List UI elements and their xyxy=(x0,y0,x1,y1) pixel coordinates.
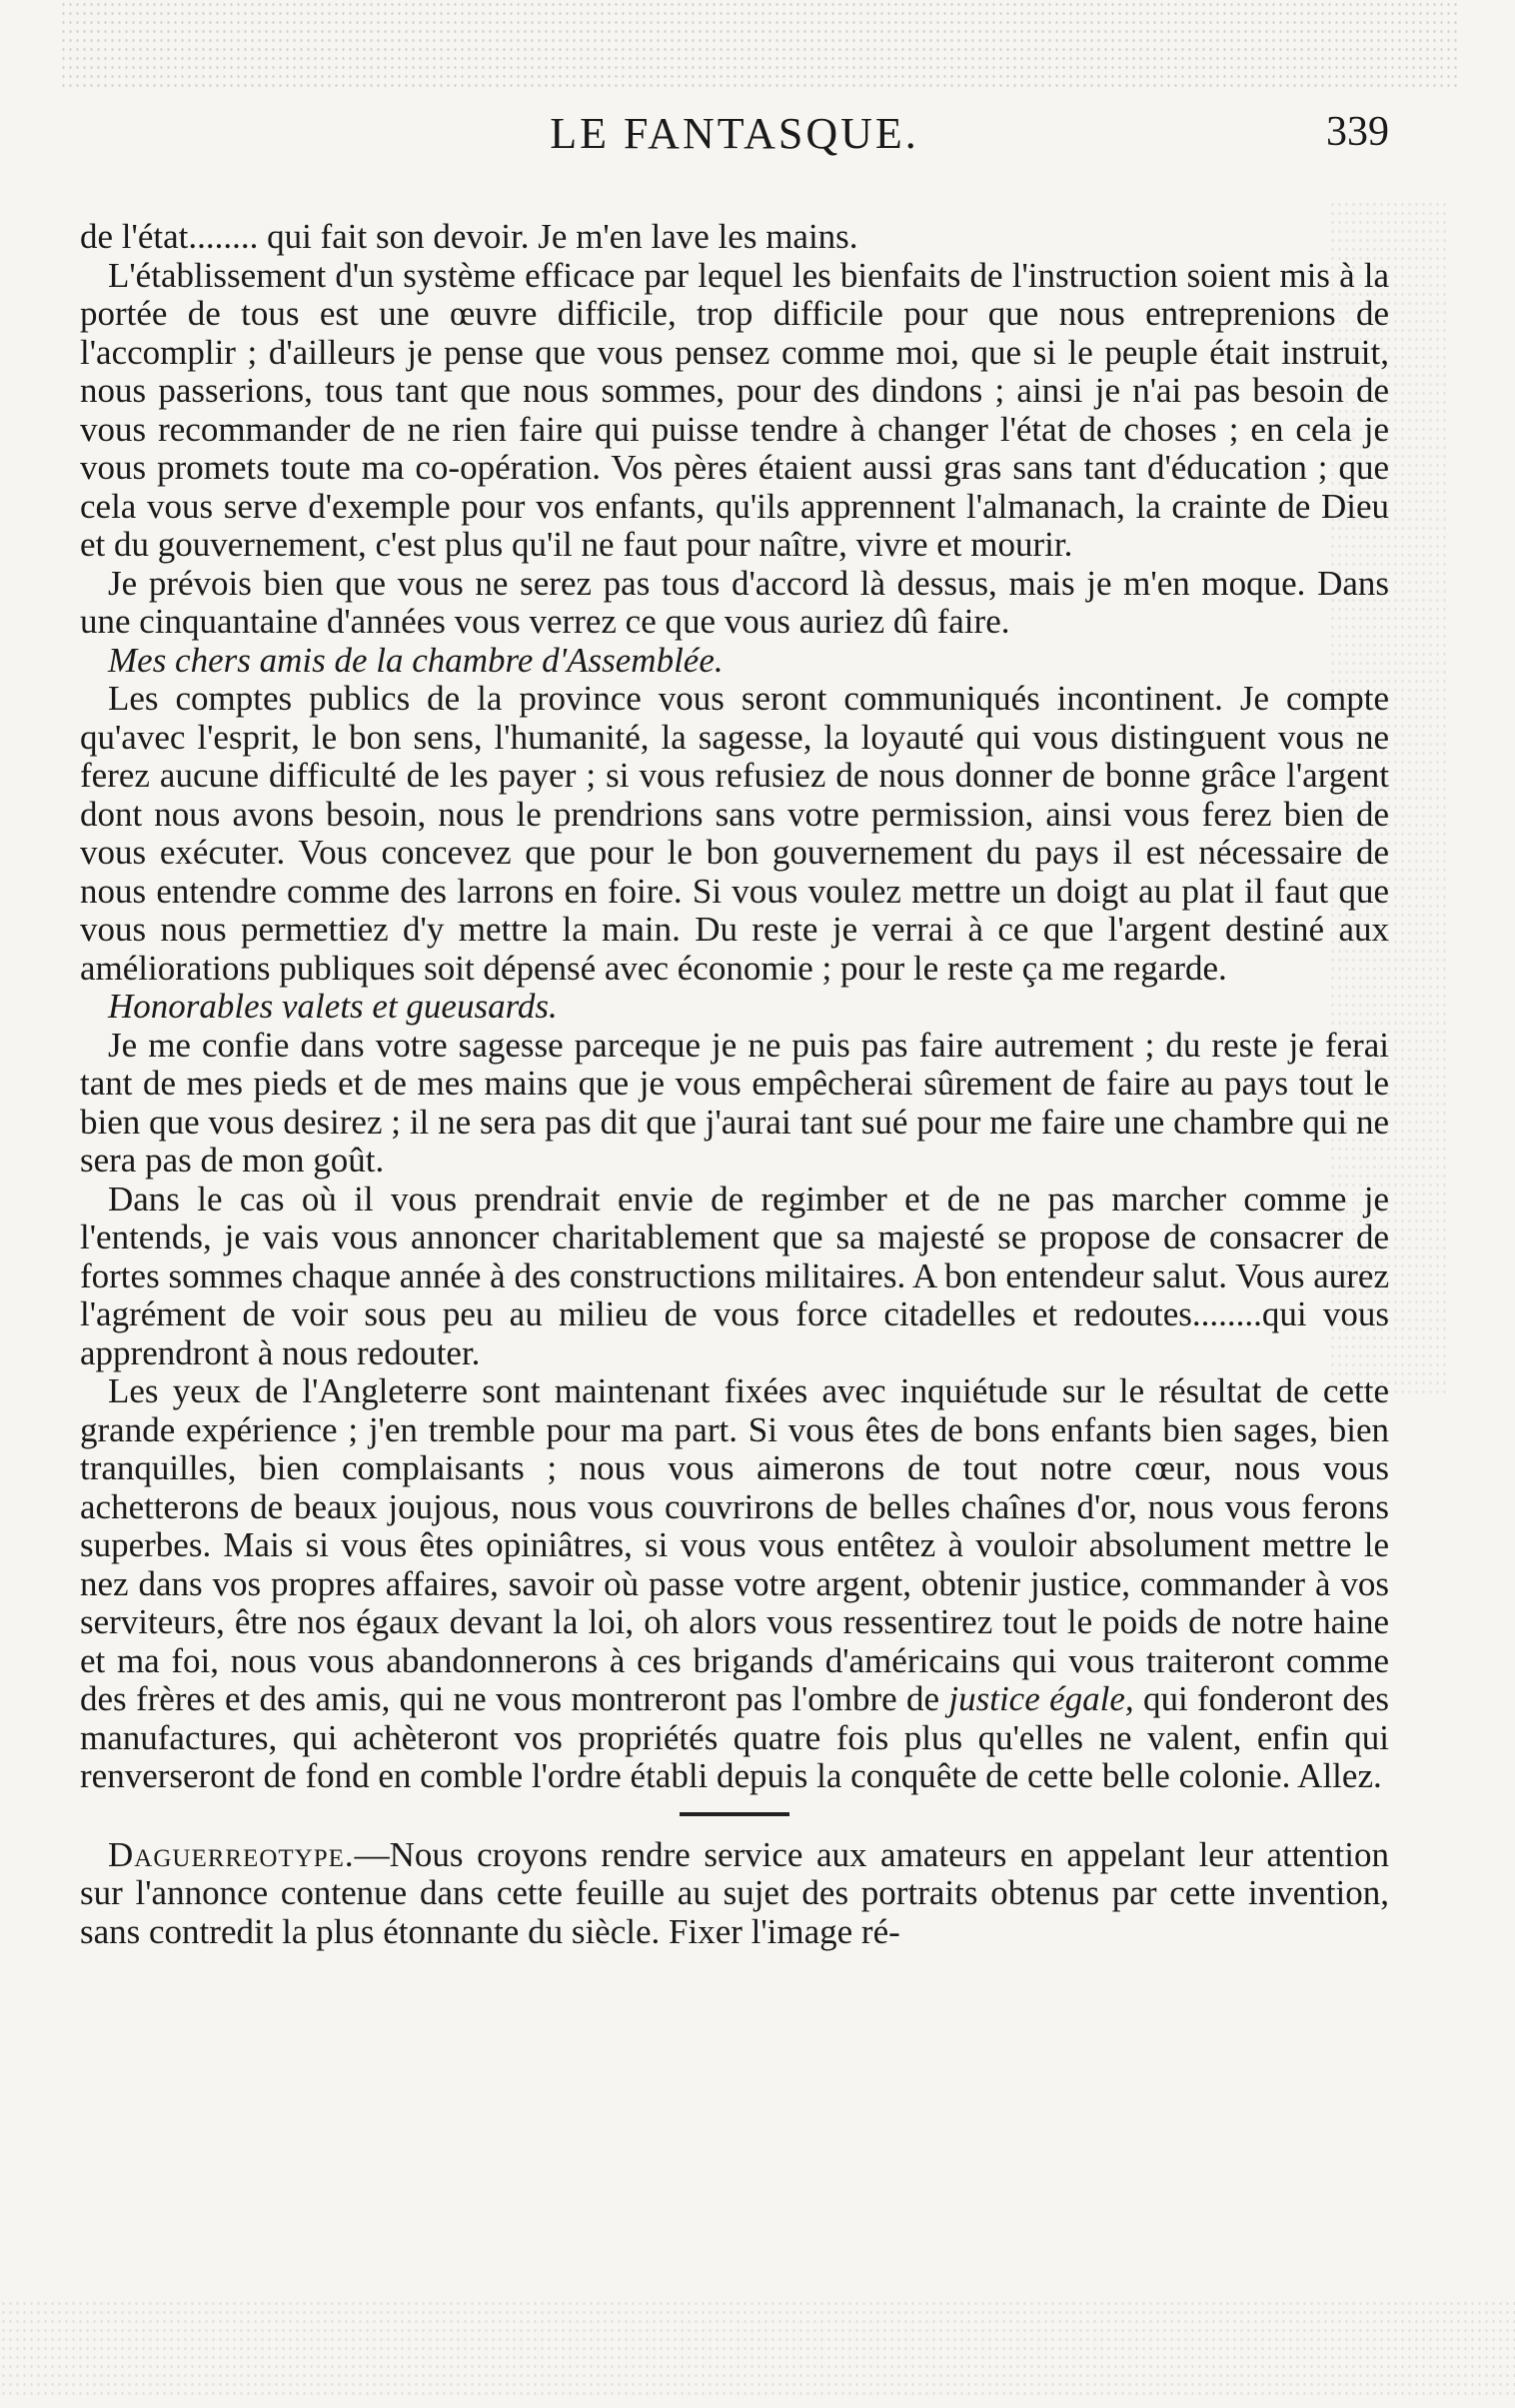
daguerreotype-text: —Nous croyons rendre service aux amateurs en appelant leur attention sur l'annonce contenue dans cette feuille au sujet des portraits obtenus par cette invention, sans contredit la plus étonnante du siècle. Fixer l'image ré- xyxy=(80,1834,1389,1951)
paragraph-continuation: de l'état........ qui fait son devoir. Je m'en lave les mains. xyxy=(80,217,858,256)
paragraph-england xyxy=(80,1372,1389,1796)
justice-egale-emphasis: justice égale, xyxy=(948,1679,1134,1718)
paragraph-prediction: Je prévois bien que vous ne serez pas tous d'accord là dessus, mais je m'en moque. Dans une cinquantaine d'années vous verrez ce que vous auriez dû faire. xyxy=(80,563,1389,641)
paragraph-wisdom: Je me confie dans votre sagesse parceque je ne puis pas faire autrement ; du reste je ferai tant de mes pieds et de mes mains que je vous empêcherai sûrement de faire au pays tout le bien que vous desirez ; il ne sera pas dit que j'aurai tant sué pour me faire une chambre qui ne sera pas de mon goût. xyxy=(80,1025,1389,1180)
address-valets: Honorables valets et gueusards. xyxy=(108,987,558,1026)
page-number: 339 xyxy=(1326,109,1389,155)
paragraph-england-text: Les yeux de l'Angleterre sont maintenant fixées avec inquiétude sur le résultat de cette grande expérience ; j'en tremble pour ma part. Si vous êtes de bons enfants bien sages, bien tranquilles, bien complaisants ; nous vous aimerons de tout notre cœur, nous vous achetterons de beaux joujous, nous vous couvrirons de belles chaînes d'or, nous vous ferons superbes. Mais si vous êtes opiniâtres, si vous vous entêtez à vouloir absolument mettre le nez dans vos propres affaires, savoir où passe votre argent, obtenir justice, commander à vos serviteurs, être nos égaux devant la loi, oh alors vous ressentirez tout le poids de notre haine et ma foi, nous vous abandonnerons à ces brigands d'américains qui vous traiteront comme des frères et des amis, qui ne vous montreront pas l'ombre de xyxy=(80,1371,1389,1718)
paragraph-england-end: qui fonderont des manufactures, qui achèteront vos propriétés quatre fois plus qu'elles ne valent, enfin qui renverseront de fond en comble l'ordre établi depuis la conquête de cette belle colonie. Allez. xyxy=(80,1679,1390,1795)
paragraph-daguerreotype xyxy=(80,1836,1389,1952)
section-divider xyxy=(680,1812,789,1816)
paragraph-military: Dans le cas où il vous prendrait envie de regimber et de ne pas marcher comme je l'entends, je vais vous annoncer charitablement que sa majesté se propose de consacrer de fortes sommes chaque année à des constructions militaires. A bon entendeur salut. Vous aurez l'agrément de voir sous peu au milieu de vous force citadelles et redoutes........qui vous apprendront à nous redouter. xyxy=(80,1179,1389,1372)
scan-speckle-top xyxy=(60,0,1459,90)
scan-speckle-bottom xyxy=(0,2299,1515,2399)
daguerreotype-heading: Daguerreotype. xyxy=(108,1834,355,1874)
paragraph-instruction: L'établissement d'un système efficace par lequel les bienfaits de l'instruction soient mis à la portée de tous est une œuvre difficile, trop difficile pour que nous entreprenions de l'accomplir ; d'ailleurs je pense que vous pensez comme moi, que si le peuple était instruit, nous passerions, tous tant que nous sommes, pour des dindons ; ainsi je n'ai pas besoin de vous recommander de ne rien faire qui puisse tendre à changer l'état de choses ; en cela je vous promets toute ma co-opération. Vos pères étaient aussi gras sans tant d'éducation ; que cela vous serve d'exemple pour vos enfants, qu'ils apprennent l'almanach, la crainte de Dieu et du gouvernement, c'est plus qu'il ne faut pour naître, vivre et mourir. xyxy=(80,255,1389,564)
paragraph-public-accounts: Les comptes publics de la province vous seront communiqués incontinent. Je compte qu'avec l'esprit, le bon sens, l'humanité, la sagesse, la loyauté qui vous distinguent vous ne ferez aucune difficulté de les payer ; si vous refusiez de nous donner de bonne grâce l'argent dont nous avons besoin, nous le prendrions sans votre permission, ainsi vous ferez bien de vous exécuter. Vous concevez que pour le bon gouvernement du pays il est nécessaire de nous entendre comme des larrons en foire. Si vous voulez mettre un doigt au plat il faut que vous nous permettiez d'y mettre la main. Du reste je verrai à ce que l'argent destiné aux améliorations publiques soit dépensé avec économie ; pour le reste ça me regarde. xyxy=(80,679,1389,988)
running-header xyxy=(80,108,1389,168)
address-assembly: Mes chers amis de la chambre d'Assemblée. xyxy=(108,640,724,680)
running-title: LE FANTASQUE. xyxy=(550,109,919,158)
article-body xyxy=(80,218,1389,1951)
